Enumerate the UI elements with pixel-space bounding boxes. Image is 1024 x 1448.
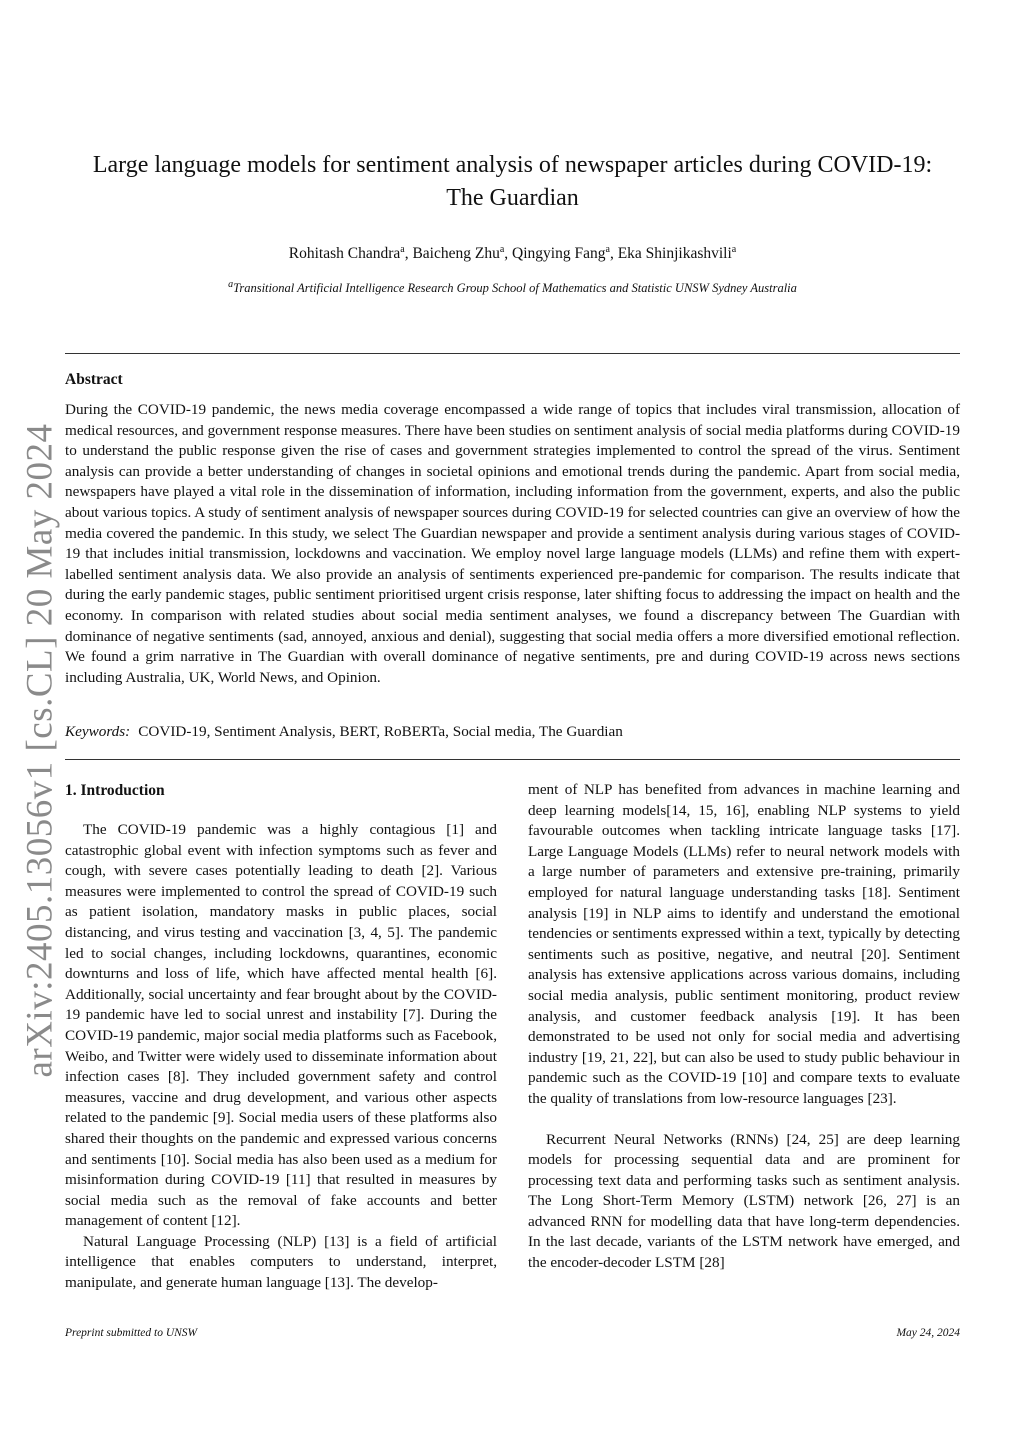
- affiliation-mark: a: [228, 279, 234, 290]
- author: Qingying Fang$^a$,: [512, 244, 618, 263]
- intro-paragraph-1: The COVID-19 pandemic was a highly contagious [1] and catastrophic global event with infection symptoms such as fever and cough, with severe cases potentially leading to death [2]. Various measures were implemented to control the spread of COVID-19 such as patient isolation, mandatory masks in public places, social distancing, and virus testing and vaccination [3, 4, 5]. The pandemic led to social changes, including lockdowns, quarantines, economic downturns and loss of life, which have affected mental health [6]. Additionally, social uncertainty and fear brought about by the COVID-19 pandemic have led to social unrest and instability [7]. During the COVID-19 pandemic, major social media platforms such as Facebook, Weibo, and Twitter were widely used to disseminate information about infection cases [8]. They included government safety and control measures, vaccine and drug development, and various other aspects related to the pandemic [9]. Social media users of these platforms also shared their thoughts on the pandemic and expressed various concerns and sentiments [10]. Social media has also been used as a medium for misinformation during COVID-19 [11] that resulted in measures by social media such as the removal of fake accounts and better management of content [12].: [65, 821, 497, 1230]
- paper-title-line2: The Guardian: [446, 185, 579, 211]
- arxiv-identifier-text: arXiv:2405.13056v1 [cs.CL] 20 May 2024: [19, 422, 61, 1078]
- left-column: [65, 780, 497, 1294]
- section-heading: 1. Introduction: [65, 782, 165, 799]
- intro-paragraph-2: Natural Language Processing (NLP) [13] is a field of artificial intelligence that enables computers to understand, interpret, manipulate, and generate human language [13]. The develop-: [65, 1232, 497, 1292]
- author: Eka Shinjikashvili$^a$: [617, 244, 737, 263]
- paper-title: [65, 149, 960, 215]
- top-divider: [65, 353, 960, 354]
- footer-preprint-note: Preprint submitted to UNSW: [65, 1327, 198, 1339]
- arxiv-identifier-stamp: [19, 422, 61, 1078]
- abstract-body: During the COVID-19 pandemic, the news media coverage encompassed a wide range of topics that includes viral transmission, allocation of medical resources, and government response measures. There have been studies on sentiment analysis of social media platforms during COVID-19 to understand the public response given the rise of cases and government strategies implemented to control the spread of the virus. Sentiment analysis can provide a better understanding of changes in societal opinions and emotional trends during the pandemic. Apart from social media, newspapers have played a vital role in the dissemination of information, including information from the government, experts, and also the public about various topics. A study of sentiment analysis of newspaper sources during COVID-19 for selected countries can give an overview of how the media covered the pandemic. In this study, we select The Guardian newspaper and provide a sentiment analysis during various stages of COVID-19 that includes initial transmission, lockdowns and vaccination. We employ novel large language models (LLMs) and refine them with expert-labelled sentiment analysis data. We also provide an analysis of sentiments experienced pre-pandemic for comparison. The results indicate that during the early pandemic stages, public sentiment prioritised urgent crisis response, later shifting focus to addressing the impact on health and the economy. In comparison with related studies about social media sentiment analyses, we found a discrepancy between The Guardian with dominance of negative sentiments (sad, annoyed, anxious and denial), suggesting that social media offers a more diversified emotional reflection. We found a grim narrative in The Guardian with overall dominance of negative sentiments, pre and during COVID-19 across news sections including Australia, UK, World News, and Opinion.: [65, 401, 960, 686]
- affiliation-text: Transitional Artificial Intelligence Research Group School of Mathematics and Statistic UNSW Sydney Australia: [233, 281, 797, 296]
- abstract-heading: Abstract: [65, 371, 123, 388]
- paper-title-line1: Large language models for sentiment analysis of newspaper articles during COVID-19:: [92, 152, 933, 178]
- affiliation: [65, 276, 960, 297]
- keywords-list: COVID-19, Sentiment Analysis, BERT, RoBERTa, Social media, The Guardian: [138, 723, 623, 740]
- author: Rohitash Chandra$^a$,: [288, 244, 413, 263]
- abstract-divider: [65, 759, 960, 760]
- right-column: [528, 780, 960, 1274]
- footer-date: May 24, 2024: [896, 1327, 960, 1339]
- author-list: [65, 240, 960, 264]
- keywords: [65, 722, 960, 742]
- intro-paragraph-2-continued: ment of NLP has benefited from advances in machine learning and deep learning models[14, 15, 16], enabling NLP systems to yield favourable outcomes when tackling intricate language tasks [17]. Large Language Models (LLMs) refer to neural network models with a large number of parameters and extensive pre-training, primarily employed for natural language understanding tasks [18]. Sentiment analysis [19] in NLP aims to identify and understand the emotional tendencies or sentiments expressed within a text, typically by detecting sentiments such as positive, negative, and neutral [20]. Sentiment analysis has extensive applications across various domains, including social media analysis, public sentiment monitoring, product review analysis, and customer feedback analysis [19]. It has been demonstrated to be used not only for social media and advertising industry [19, 21, 22], but can also be used to study public behaviour in pandemic such as the COVID-19 [10] and compare texts to evaluate the quality of translations from low-resource languages [23].: [528, 781, 960, 1107]
- intro-paragraph-3: Recurrent Neural Networks (RNNs) [24, 25] are deep learning models for processing sequential data and are prominent for processing text data and performing tasks such as sentiment analysis. The Long Short-Term Memory (LSTM) network [26, 27] is an advanced RNN for modelling data that have long-term dependencies. In the last decade, variants of the LSTM network have emerged, and the encoder-decoder LSTM [28]: [528, 1130, 960, 1272]
- author: Baicheng Zhu$^a$,: [412, 244, 513, 263]
- keywords-label: Keywords:: [65, 723, 131, 740]
